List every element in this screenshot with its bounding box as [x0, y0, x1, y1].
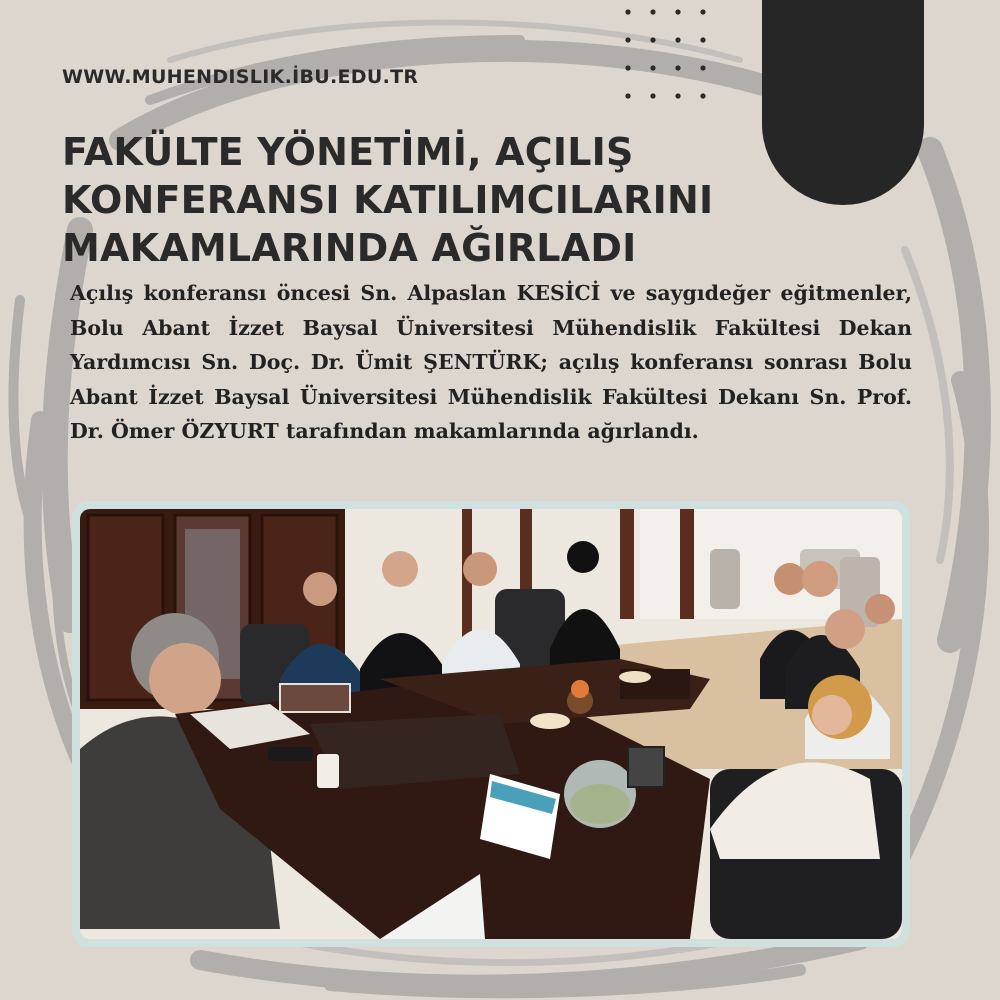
- headline-line: KONFERANSI KATILIMCILARINI: [62, 178, 714, 222]
- meeting-photo: [80, 509, 902, 939]
- headline: [62, 128, 882, 272]
- meeting-illustration: [80, 509, 902, 939]
- body-paragraph: Açılış konferansı öncesi Sn. Alpaslan KESİCİ ve saygıdeğer eğitmenler, Bolu Abant İzzet Baysal Üniversitesi Mühendislik Fakültesi Dekan Yardımcısı Sn. Doç. Dr. Ümit ŞENTÜRK; açılış konferansı sonrası Bolu Abant İzzet Baysal Üniversitesi Mühendislik Fakültesi Dekanı Sn. Prof. Dr. Ömer ÖZYURT tarafından makamlarında ağırlandı.: [70, 281, 912, 443]
- headline-line: FAKÜLTE YÖNETİMİ, AÇILIŞ: [62, 130, 634, 174]
- headline-line: MAKAMLARINDA AĞIRLADI: [62, 226, 637, 270]
- website-url: WWW.MUHENDISLIK.İBU.EDU.TR: [62, 66, 419, 88]
